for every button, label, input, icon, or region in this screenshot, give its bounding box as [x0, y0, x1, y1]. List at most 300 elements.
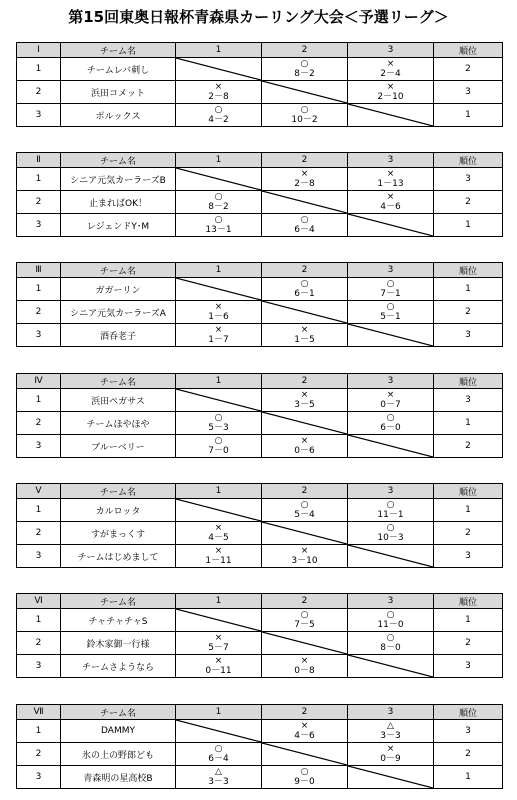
result-mark: × [214, 325, 223, 335]
match-result-cell [262, 655, 348, 678]
team-number: 2 [17, 412, 61, 435]
team-rank: 2 [434, 435, 503, 458]
match-result-cell [262, 104, 348, 127]
match-result [262, 104, 347, 126]
self-match-cell [262, 191, 348, 214]
match-result-cell [176, 81, 262, 104]
result-score: 7－0 [208, 446, 229, 456]
league-header-row [17, 263, 503, 278]
team-number: 1 [17, 168, 61, 191]
result-mark: ○ [214, 744, 223, 754]
team-name-header: チーム名 [61, 705, 176, 720]
match-result [262, 609, 347, 631]
diagonal-line [348, 324, 433, 346]
result-mark: △ [215, 767, 222, 777]
result-score: 0－6 [294, 446, 315, 456]
team-name-header: チーム名 [61, 153, 176, 168]
result-mark: ○ [214, 436, 223, 446]
result-score: 10－3 [377, 533, 404, 543]
team-rank: 1 [434, 214, 503, 237]
result-mark: × [214, 656, 223, 666]
match-result-cell [262, 609, 348, 632]
team-name: レジェンドY･M [61, 214, 176, 237]
result-mark: △ [387, 721, 394, 731]
team-name: ポルックス [61, 104, 176, 127]
table-row [17, 743, 503, 766]
self-match-cell [176, 499, 262, 522]
match-result-cell [262, 389, 348, 412]
table-row [17, 104, 503, 127]
self-match-cell [262, 412, 348, 435]
diagonal-line [176, 278, 261, 300]
match-result [176, 632, 261, 654]
result-score: 8－2 [208, 202, 229, 212]
table-row [17, 720, 503, 743]
table-row [17, 81, 503, 104]
result-mark: ○ [386, 610, 395, 620]
match-result [262, 655, 347, 677]
league-numeral: Ⅱ [17, 153, 61, 168]
result-mark: × [300, 390, 309, 400]
team-number: 1 [17, 58, 61, 81]
team-rank: 2 [434, 191, 503, 214]
table-row [17, 168, 503, 191]
result-score: 6－4 [294, 225, 315, 235]
opponent-header-2: 2 [262, 594, 348, 609]
result-score: 1－11 [205, 556, 232, 566]
self-match-cell [176, 720, 262, 743]
table-row [17, 522, 503, 545]
team-rank: 1 [434, 609, 503, 632]
result-mark: ○ [300, 59, 309, 69]
team-rank: 2 [434, 522, 503, 545]
match-result-cell [176, 632, 262, 655]
opponent-header-2: 2 [262, 484, 348, 499]
opponent-header-2: 2 [262, 374, 348, 389]
team-name: ガガーリン [61, 278, 176, 301]
match-result-cell [262, 766, 348, 789]
team-rank: 2 [434, 301, 503, 324]
result-mark: ○ [300, 767, 309, 777]
result-score: 1－7 [208, 335, 229, 345]
result-mark: ○ [386, 633, 395, 643]
match-result-cell [348, 720, 434, 743]
match-result-cell [176, 412, 262, 435]
result-score: 11－1 [377, 510, 404, 520]
rank-header: 順位 [434, 374, 503, 389]
result-mark: ○ [214, 192, 223, 202]
match-result-cell [176, 435, 262, 458]
match-result [262, 545, 347, 567]
result-mark: × [386, 82, 395, 92]
match-result-cell [262, 324, 348, 347]
self-match-cell [348, 655, 434, 678]
match-result-cell [176, 655, 262, 678]
team-name: すがまっくす [61, 522, 176, 545]
result-score: 5－7 [208, 643, 229, 653]
diagonal-line [262, 522, 347, 544]
self-match-cell [348, 435, 434, 458]
match-result-cell [262, 214, 348, 237]
result-mark: × [386, 169, 395, 179]
self-match-cell [348, 324, 434, 347]
team-number: 1 [17, 609, 61, 632]
league-numeral: Ⅴ [17, 484, 61, 499]
diagonal-line [176, 389, 261, 411]
table-row [17, 435, 503, 458]
match-result [262, 168, 347, 190]
match-result-cell [348, 743, 434, 766]
match-result [176, 191, 261, 213]
match-result [262, 435, 347, 457]
table-row [17, 214, 503, 237]
opponent-header-3: 3 [348, 43, 434, 58]
match-result-cell [348, 609, 434, 632]
self-match-cell [176, 389, 262, 412]
team-number: 3 [17, 655, 61, 678]
diagonal-line [348, 435, 433, 457]
result-score: 4－5 [208, 533, 229, 543]
team-rank: 2 [434, 632, 503, 655]
team-number: 3 [17, 324, 61, 347]
result-mark: ○ [300, 500, 309, 510]
rank-header: 順位 [434, 263, 503, 278]
result-score: 2－8 [294, 179, 315, 189]
page-title: 第15回東奥日報杯青森県カーリング大会＜予選リーグ＞ [68, 8, 449, 26]
match-result [262, 278, 347, 300]
opponent-header-1: 1 [176, 484, 262, 499]
team-number: 1 [17, 278, 61, 301]
match-result [176, 655, 261, 677]
result-mark: ○ [386, 500, 395, 510]
self-match-cell [262, 522, 348, 545]
match-result [176, 522, 261, 544]
match-result [176, 104, 261, 126]
result-score: 13－1 [205, 225, 232, 235]
opponent-header-1: 1 [176, 263, 262, 278]
team-name: 浜田コメット [61, 81, 176, 104]
result-mark: × [300, 169, 309, 179]
diagonal-line [348, 104, 433, 126]
result-mark: × [214, 82, 223, 92]
team-name-header: チーム名 [61, 43, 176, 58]
result-score: 4－6 [380, 202, 401, 212]
match-result-cell [348, 58, 434, 81]
opponent-header-3: 3 [348, 594, 434, 609]
diagonal-line [176, 720, 261, 742]
table-row [17, 412, 503, 435]
match-result [262, 214, 347, 236]
self-match-cell [176, 278, 262, 301]
result-mark: ○ [386, 523, 395, 533]
match-result [262, 766, 347, 788]
team-number: 2 [17, 522, 61, 545]
match-result [348, 499, 433, 521]
match-result-cell [176, 104, 262, 127]
team-name-header: チーム名 [61, 374, 176, 389]
match-result-cell [348, 412, 434, 435]
match-result [176, 545, 261, 567]
result-mark: × [386, 390, 395, 400]
team-name-header: チーム名 [61, 263, 176, 278]
match-result-cell [348, 389, 434, 412]
result-score: 1－6 [208, 312, 229, 322]
league-table-4 [16, 373, 503, 458]
team-name: DAMMY [61, 720, 176, 743]
team-name: チームレバ刺し [61, 58, 176, 81]
team-name: 氷の上の野郎ども [61, 743, 176, 766]
self-match-cell [348, 214, 434, 237]
result-score: 8－2 [294, 69, 315, 79]
team-rank: 3 [434, 324, 503, 347]
result-score: 4－6 [294, 731, 315, 741]
league-header-row [17, 43, 503, 58]
result-mark: × [214, 546, 223, 556]
league-numeral: Ⅰ [17, 43, 61, 58]
match-result-cell [348, 499, 434, 522]
result-mark: ○ [300, 610, 309, 620]
result-score: 4－2 [208, 115, 229, 125]
match-result-cell [262, 720, 348, 743]
result-score: 2－4 [380, 69, 401, 79]
table-row [17, 545, 503, 568]
match-result [348, 412, 433, 434]
self-match-cell [176, 168, 262, 191]
opponent-header-3: 3 [348, 705, 434, 720]
team-name: チームさようなら [61, 655, 176, 678]
match-result-cell [262, 168, 348, 191]
team-name: チームほやほや [61, 412, 176, 435]
match-result-cell [176, 214, 262, 237]
table-row [17, 609, 503, 632]
opponent-header-3: 3 [348, 153, 434, 168]
match-result [176, 324, 261, 346]
diagonal-line [262, 412, 347, 434]
result-mark: × [300, 656, 309, 666]
table-row [17, 766, 503, 789]
diagonal-line [348, 766, 433, 788]
diagonal-line [176, 168, 261, 190]
match-result [176, 766, 261, 788]
opponent-header-1: 1 [176, 43, 262, 58]
result-mark: ○ [214, 105, 223, 115]
team-number: 3 [17, 104, 61, 127]
team-name: 鈴木家御一行様 [61, 632, 176, 655]
self-match-cell [262, 743, 348, 766]
league-table-6 [16, 593, 503, 678]
team-rank: 3 [434, 720, 503, 743]
rank-header: 順位 [434, 705, 503, 720]
match-result-cell [348, 278, 434, 301]
result-score: 7－1 [380, 289, 401, 299]
league-table-3 [16, 262, 503, 347]
team-rank: 3 [434, 389, 503, 412]
self-match-cell [262, 81, 348, 104]
league-numeral: Ⅵ [17, 594, 61, 609]
match-result [262, 324, 347, 346]
league-numeral: Ⅳ [17, 374, 61, 389]
result-mark: ○ [300, 215, 309, 225]
result-score: 3－3 [208, 777, 229, 787]
match-result [176, 214, 261, 236]
league-table-1 [16, 42, 503, 127]
result-score: 6－0 [380, 423, 401, 433]
team-rank: 3 [434, 168, 503, 191]
opponent-header-3: 3 [348, 484, 434, 499]
result-score: 10－2 [291, 115, 318, 125]
result-mark: × [300, 325, 309, 335]
opponent-header-3: 3 [348, 374, 434, 389]
team-number: 2 [17, 81, 61, 104]
result-mark: × [300, 436, 309, 446]
result-mark: × [386, 192, 395, 202]
team-number: 3 [17, 766, 61, 789]
result-mark: ○ [386, 413, 395, 423]
result-score: 0－8 [294, 666, 315, 676]
match-result [348, 191, 433, 213]
match-result-cell [176, 522, 262, 545]
result-mark: × [214, 523, 223, 533]
match-result [176, 435, 261, 457]
team-name-header: チーム名 [61, 594, 176, 609]
team-name: 浜田ペガサス [61, 389, 176, 412]
self-match-cell [348, 545, 434, 568]
result-mark: × [386, 59, 395, 69]
match-result [348, 81, 433, 103]
match-result [262, 389, 347, 411]
table-row [17, 301, 503, 324]
team-number: 2 [17, 301, 61, 324]
result-score: 5－3 [208, 423, 229, 433]
team-number: 1 [17, 389, 61, 412]
team-rank: 2 [434, 743, 503, 766]
league-table-2 [16, 152, 503, 237]
match-result-cell [348, 301, 434, 324]
self-match-cell [262, 632, 348, 655]
team-rank: 3 [434, 655, 503, 678]
match-result [348, 389, 433, 411]
result-score: 5－4 [294, 510, 315, 520]
match-result-cell [176, 324, 262, 347]
diagonal-line [176, 609, 261, 631]
team-name-header: チーム名 [61, 484, 176, 499]
result-mark: ○ [386, 279, 395, 289]
team-name: チャチャチャS [61, 609, 176, 632]
league-numeral: Ⅲ [17, 263, 61, 278]
match-result-cell [348, 81, 434, 104]
table-row [17, 499, 503, 522]
team-name: チームはじめまして [61, 545, 176, 568]
match-result [348, 743, 433, 765]
match-result [348, 278, 433, 300]
match-result-cell [348, 191, 434, 214]
diagonal-line [262, 301, 347, 323]
result-score: 0－7 [380, 400, 401, 410]
match-result-cell [348, 168, 434, 191]
team-name: 青森明の星高校B [61, 766, 176, 789]
team-number: 2 [17, 191, 61, 214]
table-row [17, 278, 503, 301]
result-mark: × [300, 546, 309, 556]
diagonal-line [348, 545, 433, 567]
table-row [17, 191, 503, 214]
result-score: 3－3 [380, 731, 401, 741]
match-result-cell [176, 545, 262, 568]
match-result-cell [176, 743, 262, 766]
league-header-row [17, 594, 503, 609]
match-result [348, 522, 433, 544]
match-result [262, 720, 347, 742]
rank-header: 順位 [434, 594, 503, 609]
match-result [348, 168, 433, 190]
self-match-cell [348, 104, 434, 127]
rank-header: 順位 [434, 153, 503, 168]
match-result [176, 743, 261, 765]
result-mark: ○ [214, 215, 223, 225]
result-mark: × [300, 721, 309, 731]
team-rank: 3 [434, 545, 503, 568]
team-name: カルロッタ [61, 499, 176, 522]
team-number: 3 [17, 214, 61, 237]
match-result [348, 720, 433, 742]
result-score: 8－0 [380, 643, 401, 653]
team-rank: 1 [434, 412, 503, 435]
team-number: 2 [17, 743, 61, 766]
team-rank: 1 [434, 104, 503, 127]
result-mark: ○ [300, 105, 309, 115]
rank-header: 順位 [434, 43, 503, 58]
result-score: 9－0 [294, 777, 315, 787]
match-result [262, 499, 347, 521]
self-match-cell [176, 609, 262, 632]
result-score: 6－4 [208, 754, 229, 764]
opponent-header-1: 1 [176, 594, 262, 609]
result-mark: ○ [386, 302, 395, 312]
team-number: 1 [17, 720, 61, 743]
diagonal-line [262, 632, 347, 654]
match-result-cell [176, 766, 262, 789]
table-row [17, 389, 503, 412]
result-score: 7－5 [294, 620, 315, 630]
result-score: 3－5 [294, 400, 315, 410]
match-result [176, 81, 261, 103]
opponent-header-2: 2 [262, 705, 348, 720]
match-result-cell [348, 522, 434, 545]
match-result-cell [262, 499, 348, 522]
match-result-cell [348, 632, 434, 655]
result-score: 6－1 [294, 289, 315, 299]
self-match-cell [176, 58, 262, 81]
match-result-cell [262, 278, 348, 301]
result-mark: ○ [300, 279, 309, 289]
result-score: 1－5 [294, 335, 315, 345]
league-header-row [17, 374, 503, 389]
team-rank: 1 [434, 766, 503, 789]
team-number: 1 [17, 499, 61, 522]
table-row [17, 655, 503, 678]
league-table-7 [16, 704, 503, 789]
team-number: 3 [17, 435, 61, 458]
opponent-header-2: 2 [262, 153, 348, 168]
match-result-cell [262, 435, 348, 458]
opponent-header-2: 2 [262, 263, 348, 278]
result-score: 2－10 [377, 92, 404, 102]
result-score: 0－11 [205, 666, 232, 676]
match-result [262, 58, 347, 80]
result-score: 1－13 [377, 179, 404, 189]
diagonal-line [348, 214, 433, 236]
match-result [348, 632, 433, 654]
